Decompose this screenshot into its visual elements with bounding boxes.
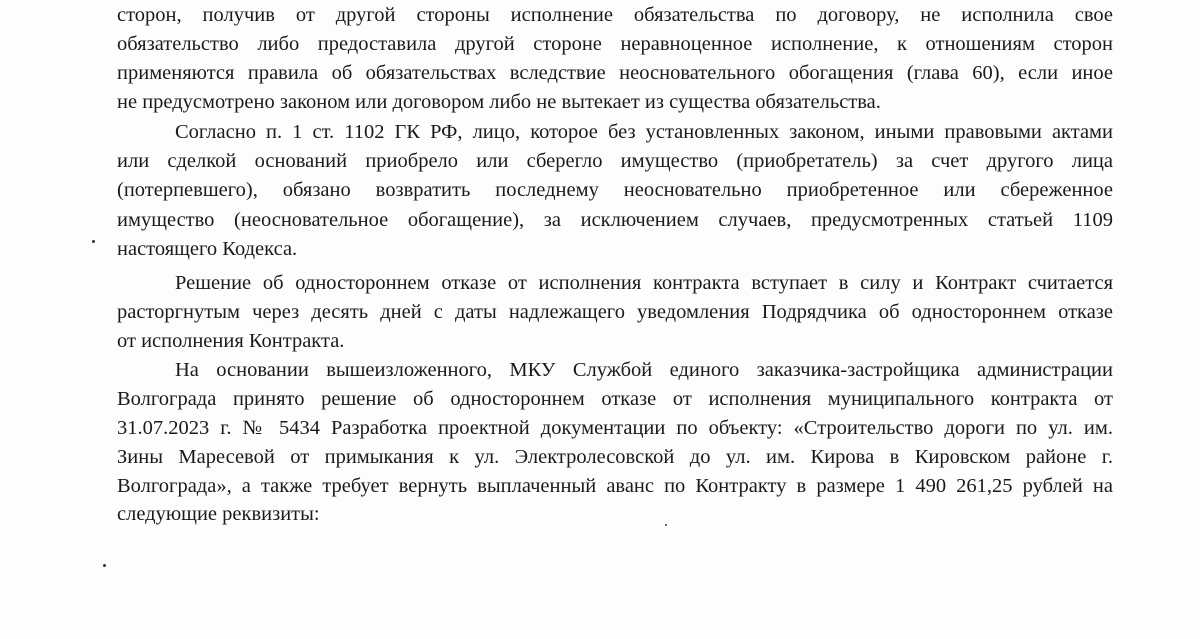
text-line: Волгограда принято решение об одностороннем отказе от исполнения муниципального контракта от xyxy=(117,388,1113,410)
scan-speck xyxy=(665,524,667,526)
text-line: 31.07.2023 г. № 5434 Разработка проектной документации по объекту: «Строительство дороги по ул. им. xyxy=(117,417,1113,439)
paragraph-start-line: Решение об одностороннем отказе от исполнения контракта вступает в силу и Контракт считается xyxy=(175,272,1113,294)
paragraph-start-line: На основании вышеизложенного, МКУ Службой единого заказчика-застройщика администрации xyxy=(175,359,1113,381)
text-line: сторон, получив от другой стороны исполнение обязательства по договору, не исполнила свое xyxy=(117,4,1113,26)
scan-speck xyxy=(92,240,95,243)
text-line: применяются правила об обязательствах вследствие неосновательного обогащения (глава 60), если иное xyxy=(117,62,1113,84)
text-line: обязательство либо предоставила другой стороне неравноценное исполнение, к отношениям сторон xyxy=(117,33,1113,55)
text-line: настоящего Кодекса. xyxy=(117,238,298,260)
text-line: расторгнутым через десять дней с даты надлежащего уведомления Подрядчика об одностороннем отказе xyxy=(117,301,1113,323)
text-line: имущество (неосновательное обогащение), за исключением случаев, предусмотренных статьей 1109 xyxy=(117,209,1113,231)
text-line: или сделкой оснований приобрело или сберегло имущество (приобретатель) за счет другого лица xyxy=(117,150,1113,172)
paragraph-start-line: Согласно п. 1 ст. 1102 ГК РФ, лицо, которое без установленных законом, иными правовыми актами xyxy=(175,121,1113,143)
text-line: от исполнения Контракта. xyxy=(117,330,345,352)
text-line: (потерпевшего), обязано возвратить последнему неосновательно приобретенное или сбереженное xyxy=(117,179,1113,201)
text-line: Волгограда», а также требует вернуть выплаченный аванс по Контракту в размере 1 490 261,25 рублей на xyxy=(117,475,1113,497)
text-line: не предусмотрено законом или договором либо не вытекает из существа обязательства. xyxy=(117,91,881,113)
scan-speck xyxy=(103,564,106,567)
text-line: следующие реквизиты: xyxy=(117,503,320,525)
text-line: Зины Маресевой от примыкания к ул. Электролесовской до ул. им. Кирова в Кировском районе г. xyxy=(117,446,1113,468)
